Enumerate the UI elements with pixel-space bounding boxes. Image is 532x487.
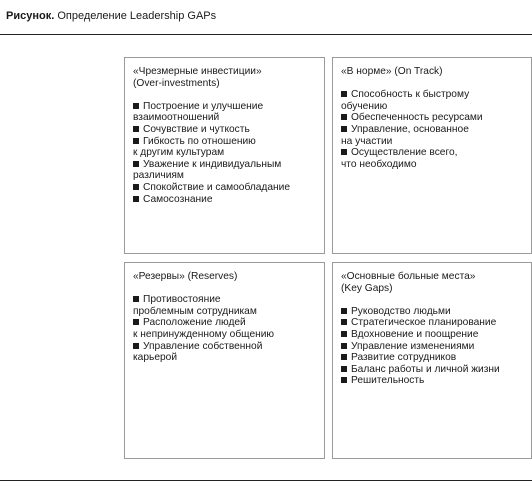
bullet-icon (341, 343, 347, 349)
list-item-text: Осуществление всего, что необходимо (341, 147, 458, 170)
list-item-text: Гибкость по отношению к другим культурам (133, 135, 256, 159)
quadrant-list (133, 294, 317, 364)
bullet-icon (341, 331, 347, 337)
list-item (133, 194, 317, 206)
quadrant-list (341, 89, 524, 170)
list-item (133, 124, 317, 136)
list-item-text: Управление собственной карьерой (133, 340, 263, 364)
list-item (133, 182, 317, 194)
list-item (133, 159, 317, 182)
list-item-text: Руководство людьми (351, 305, 451, 317)
bullet-icon (133, 343, 139, 349)
list-item (341, 329, 524, 341)
figure-caption (6, 9, 216, 23)
bullet-icon (133, 161, 139, 167)
quadrant-on-track (332, 57, 532, 254)
list-item (341, 317, 524, 329)
bullet-icon (341, 377, 347, 383)
list-item-text: Развитие сотрудников (351, 352, 457, 364)
list-item-text: Сочувствие и чуткость (143, 123, 250, 135)
list-item-text: Самосознание (143, 193, 213, 205)
bullet-icon (133, 319, 139, 325)
list-item-text: Стратегическое планирование (351, 317, 497, 329)
list-item (133, 317, 317, 340)
quadrant-list (133, 101, 317, 205)
quadrant-title: «Чрезмерные инвестиции» (Over-investments) (133, 66, 262, 89)
quadrant-reserves (124, 262, 325, 459)
list-item (133, 294, 317, 317)
bullet-icon (133, 296, 139, 302)
list-item (341, 89, 524, 112)
quadrant-list (341, 306, 524, 387)
bullet-icon (133, 103, 139, 109)
list-item (341, 364, 524, 376)
list-item-text: Управление изменениями (351, 340, 475, 352)
list-item (341, 352, 524, 364)
quadrant-title: «Резервы» (Reserves) (133, 271, 238, 282)
list-item-text: Обеспеченность ресурсами (351, 112, 483, 124)
bullet-icon (341, 319, 347, 325)
bullet-icon (341, 149, 347, 155)
list-item-text: Баланс работы и личной жизни (351, 363, 500, 375)
bullet-icon (133, 126, 139, 132)
list-item-text: Способность к быстрому обучению (341, 89, 470, 112)
top-rule (0, 34, 532, 35)
bullet-icon (133, 138, 139, 144)
bullet-icon (133, 184, 139, 190)
list-item-text: Вдохновение и поощрение (351, 328, 479, 340)
bullet-icon (341, 91, 347, 97)
list-item (341, 112, 524, 124)
quadrant-key-gaps (332, 262, 532, 459)
list-item (133, 341, 317, 364)
bullet-icon (341, 114, 347, 120)
quadrant-over-investments (124, 57, 325, 254)
list-item-text: Управление, основанное на участии (341, 123, 469, 147)
quadrant-title: «Основные больные места» (Key Gaps) (341, 271, 476, 294)
bullet-icon (341, 308, 347, 314)
bullet-icon (341, 366, 347, 372)
bottom-rule (0, 480, 532, 481)
list-item (133, 136, 317, 159)
bullet-icon (341, 126, 347, 132)
list-item-text: Противостояние проблемным сотрудникам (133, 294, 257, 317)
caption-text: Определение Leadership GAPs (54, 10, 217, 22)
list-item (133, 101, 317, 124)
caption-prefix: Рисунок. (6, 10, 55, 22)
list-item-text: Уважение к индивидуальным различиям (133, 158, 282, 182)
list-item (341, 341, 524, 353)
list-item (341, 306, 524, 318)
list-item-text: Спокойствие и самообладание (143, 181, 291, 193)
list-item (341, 124, 524, 147)
bullet-icon (133, 196, 139, 202)
bullet-icon (341, 354, 347, 360)
list-item (341, 147, 524, 170)
list-item (341, 375, 524, 387)
list-item-text: Построение и улучшение взаимоотношений (133, 100, 264, 124)
list-item-text: Расположение людей к непринужденному общению (133, 317, 275, 340)
list-item-text: Решительность (351, 375, 425, 387)
quadrant-title: «В норме» (On Track) (341, 66, 443, 77)
